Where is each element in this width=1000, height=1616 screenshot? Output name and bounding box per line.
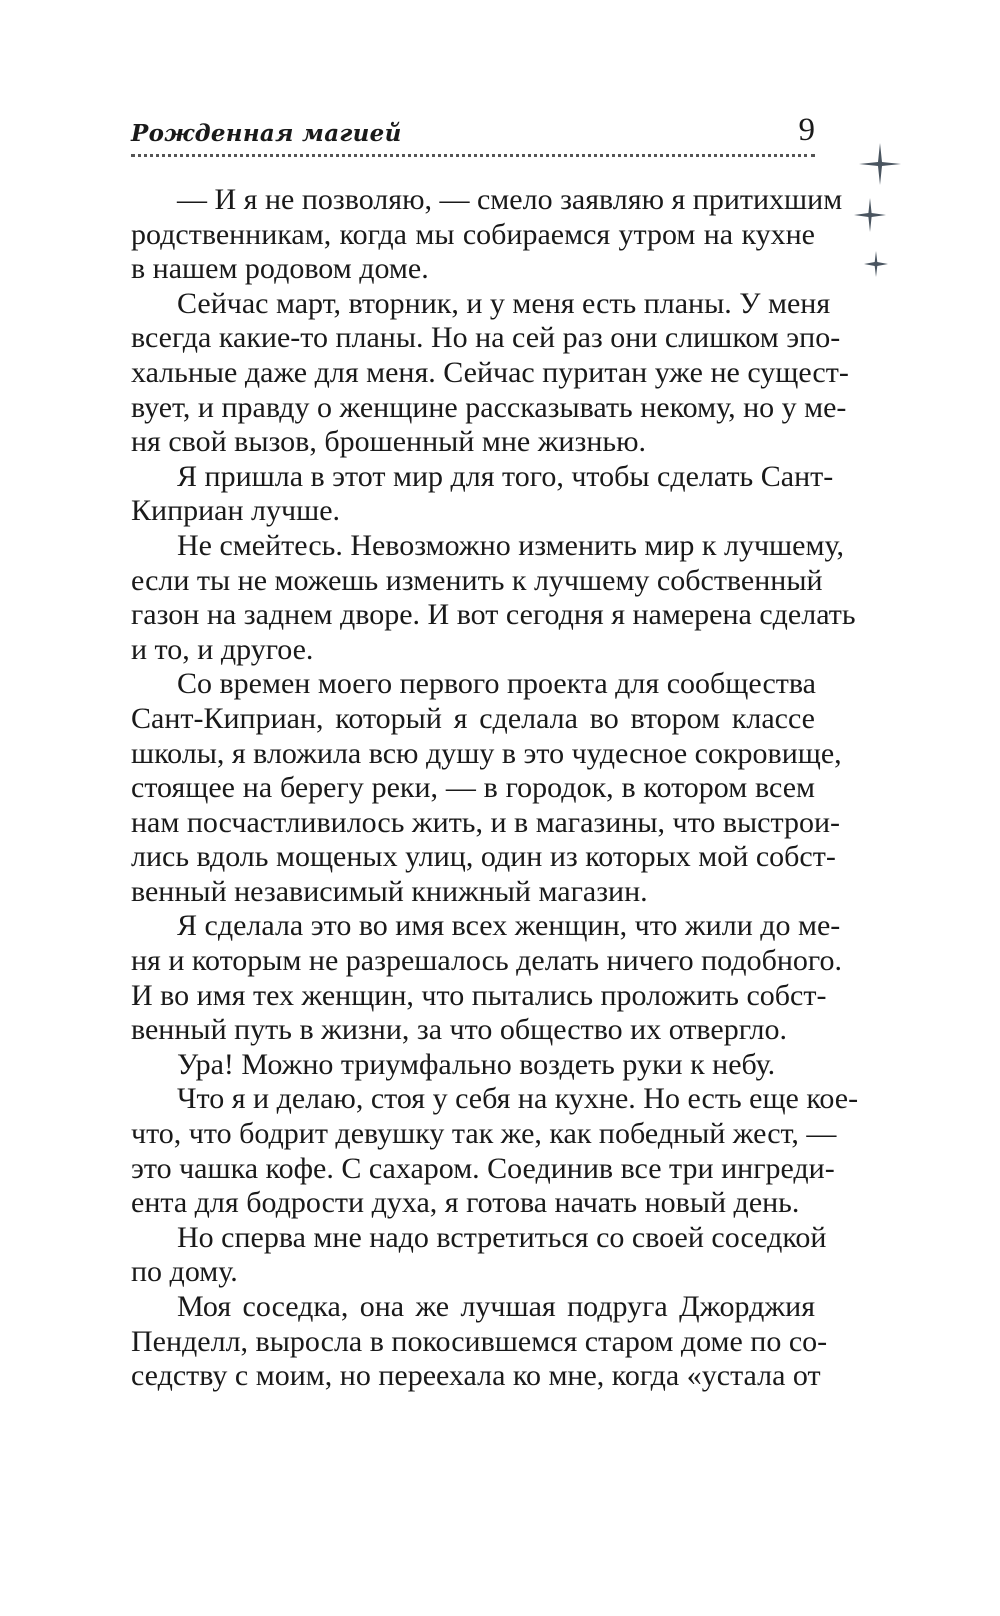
text-line: школы, я вложила всю душу в это чудесное сокровище, <box>131 736 842 770</box>
text-line: ня свой вызов, брошенный мне жизнью. <box>131 425 646 459</box>
text-line: по дому. <box>131 1255 238 1289</box>
text-line: венный путь в жизни, за что общество их отвергло. <box>131 1013 787 1047</box>
text-line: ня и которым не разрешалось делать ничего подобного. <box>131 944 842 978</box>
paragraph <box>131 528 856 667</box>
running-title: Рожденная магией <box>131 120 402 147</box>
paragraph <box>131 286 849 460</box>
text-line: Я пришла в этот мир для того, чтобы сделать Сант- <box>177 459 834 493</box>
text-line: и то, и другое. <box>131 632 314 666</box>
text-line: ента для бодрости духа, я готова начать новый день. <box>131 1186 800 1220</box>
text-line: венный независимый книжный магазин. <box>131 874 648 908</box>
sparkle-stars-icon <box>850 135 910 295</box>
body-text <box>131 183 859 1394</box>
text-line: всегда какие-то планы. Но на сей раз они слишком эпо- <box>131 321 841 355</box>
paragraph <box>131 1082 859 1220</box>
text-line: газон на заднем дворе. И вот сегодня я намерена сделать <box>131 598 856 632</box>
text-line: Сант-Киприан, который я сделала во втором классе <box>131 701 815 735</box>
page-number: 9 <box>798 112 815 148</box>
text-line: Не смейтесь. Невозможно изменить мир к лучшему, <box>177 528 844 562</box>
text-line: И во имя тех женщин, что пытались проложить собст- <box>131 978 827 1012</box>
text-line: родственникам, когда мы собираемся утром на кухне <box>131 217 815 251</box>
text-line: седству с моим, но переехала ко мне, когда «устала от <box>131 1359 821 1393</box>
sparkle-medium <box>854 198 886 232</box>
text-line: Ура! Можно триумфально воздеть руки к небу. <box>177 1047 776 1081</box>
text-line: Сейчас март, вторник, и у меня есть планы. У меня <box>177 286 831 320</box>
text-line: хальные даже для меня. Сейчас пуритан уже не сущест- <box>131 355 849 389</box>
paragraph <box>131 1220 827 1290</box>
text-line: Со времен моего первого проекта для сообщества <box>177 667 816 701</box>
text-line: Киприан лучше. <box>131 494 341 528</box>
text-line: в нашем родовом доме. <box>131 252 429 286</box>
paragraph <box>131 909 842 1047</box>
sparkle-small <box>864 251 888 277</box>
sparkle-large <box>859 143 901 185</box>
paragraph <box>131 183 843 287</box>
text-line: стоящее на берегу реки, — в городок, в котором всем <box>131 771 815 805</box>
paragraph <box>131 1290 828 1394</box>
paragraph <box>131 1048 815 1083</box>
text-line: Но сперва мне надо встретиться со своей соседкой <box>177 1220 827 1254</box>
text-line: Я сделала это во имя всех женщин, что жили до ме- <box>177 909 841 943</box>
text-line: что, что бодрит девушку так же, как победный жест, — <box>131 1117 837 1151</box>
header-dotted-rule <box>131 154 815 157</box>
text-line: Пенделл, выросла в покосившемся старом доме по со- <box>131 1324 828 1358</box>
text-line: Что я и делаю, стоя у себя на кухне. Но есть еще кое- <box>177 1082 859 1116</box>
text-line: вует, и правду о женщине рассказывать некому, но у ме- <box>131 390 847 424</box>
text-line: если ты не можешь изменить к лучшему собственный <box>131 563 823 597</box>
paragraph <box>131 667 842 909</box>
paragraph <box>131 459 834 529</box>
page-header <box>131 108 815 148</box>
text-line: Моя соседка, она же лучшая подруга Джорджия <box>177 1290 815 1323</box>
text-line: лись вдоль мощеных улиц, один из которых мой собст- <box>131 840 836 874</box>
text-line: нам посчастливилось жить, и в магазины, что выстрои- <box>131 805 840 839</box>
text-line: — И я не позволяю, — смело заявляю я притихшим <box>177 183 843 216</box>
text-line: это чашка кофе. С сахаром. Соединив все три ингреди- <box>131 1151 835 1185</box>
